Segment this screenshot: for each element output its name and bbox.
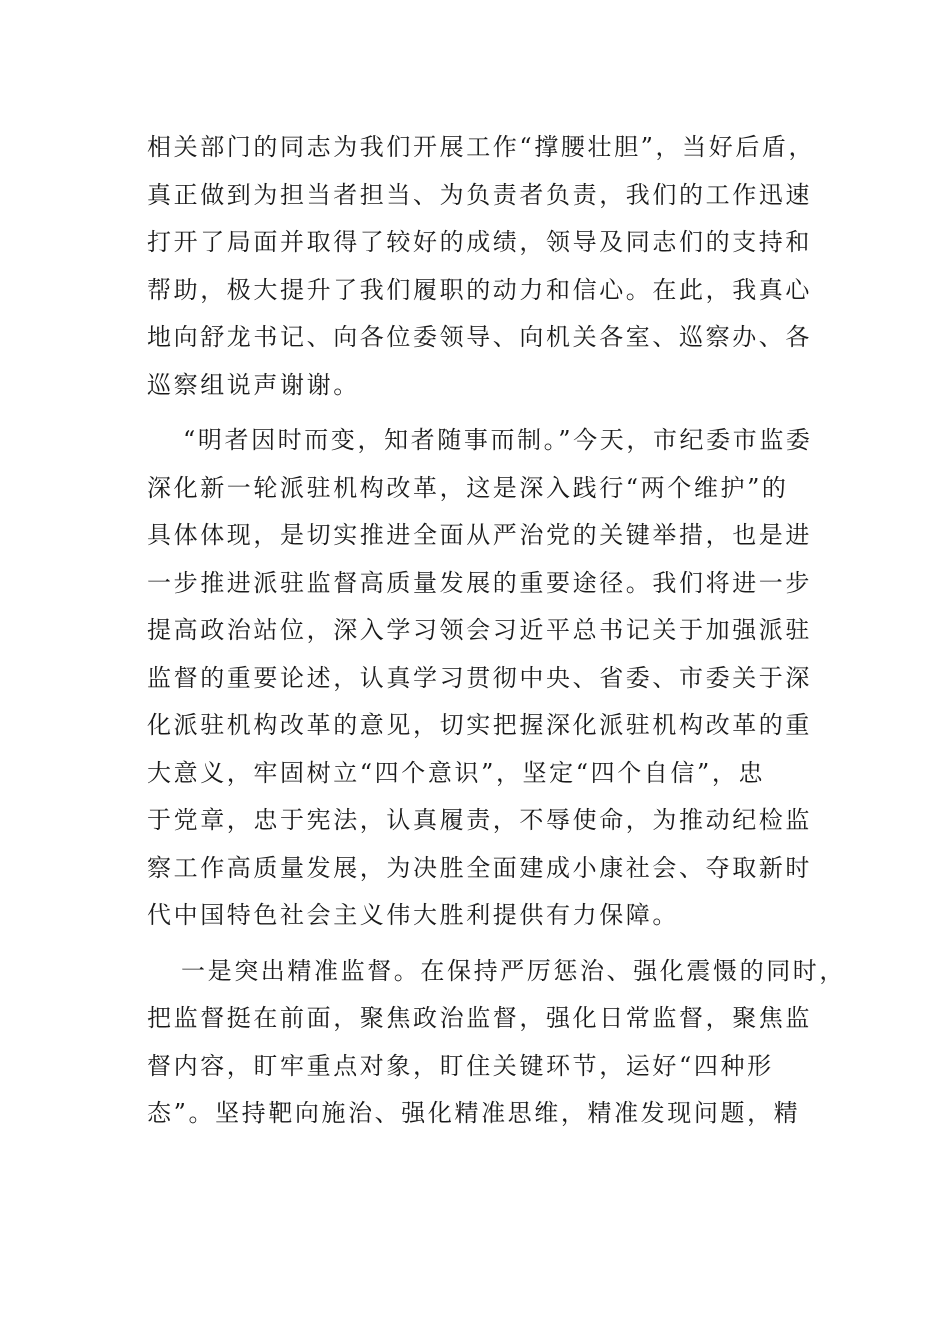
text-line: 代中国特色社会主义伟大胜利提供有力保障。 <box>147 901 679 929</box>
paragraph-1 <box>147 124 819 409</box>
paragraph-2 <box>147 417 819 940</box>
paragraph-spacer <box>147 409 819 417</box>
paragraph-spacer <box>147 940 819 948</box>
text-line: 打开了局面并取得了较好的成绩，领导及同志们的支持和 <box>147 228 812 256</box>
text-line: 督内容，盯牢重点对象，盯住关键环节，运好“四种形 <box>147 1051 774 1080</box>
text-line: 监督的重要论述，认真学习贯彻中央、省委、市委关于深 <box>147 663 812 692</box>
text-line: 巡察组说声谢谢。 <box>147 370 360 399</box>
text-line: 帮助，极大提升了我们履职的动力和信心。在此，我真心 <box>147 275 812 304</box>
text-line: 察工作高质量发展，为决胜全面建成小康社会、夺取新时 <box>147 853 812 882</box>
paragraph-3 <box>147 948 846 1138</box>
text-line: 地向舒龙书记、向各位委领导、向机关各室、巡察办、各 <box>147 323 812 351</box>
text-line: 相关部门的同志为我们开展工作“撑腰壮胆”，当好后盾， <box>147 133 816 161</box>
text-line: 深化新一轮派驻机构改革，这是深入践行“两个维护”的 <box>147 473 789 502</box>
text-line: 具体体现，是切实推进全面从严治党的关键举措，也是进 <box>147 521 812 549</box>
text-line: 化派驻机构改革的意见，切实把握深化派驻机构改革的重 <box>147 711 812 739</box>
text-line: 大意义，牢固树立“四个意识”，坚定“四个自信”，忠 <box>147 758 766 787</box>
document-body <box>147 124 846 1138</box>
text-line: 态”。坚持靶向施治、强化精准思维，精准发现问题，精 <box>147 1099 801 1127</box>
text-line: 一步推进派驻监督高质量发展的重要途径。我们将进一步 <box>147 568 812 597</box>
text-line: 真正做到为担当者担当、为负责者负责，我们的工作迅速 <box>147 180 812 209</box>
text-line: 把监督挺在前面，聚焦政治监督，强化日常监督，聚焦监 <box>147 1004 812 1032</box>
text-line: 提高政治站位，深入学习领会习近平总书记关于加强派驻 <box>147 616 812 644</box>
text-line: 一是突出精准监督。在保持严厉惩治、强化震慑的同时， <box>181 956 846 985</box>
text-line: “明者因时而变，知者随事而制。”今天，市纪委市监委 <box>183 426 813 454</box>
text-line: 于党章，忠于宪法，认真履责，不辱使命，为推动纪检监 <box>147 806 812 834</box>
